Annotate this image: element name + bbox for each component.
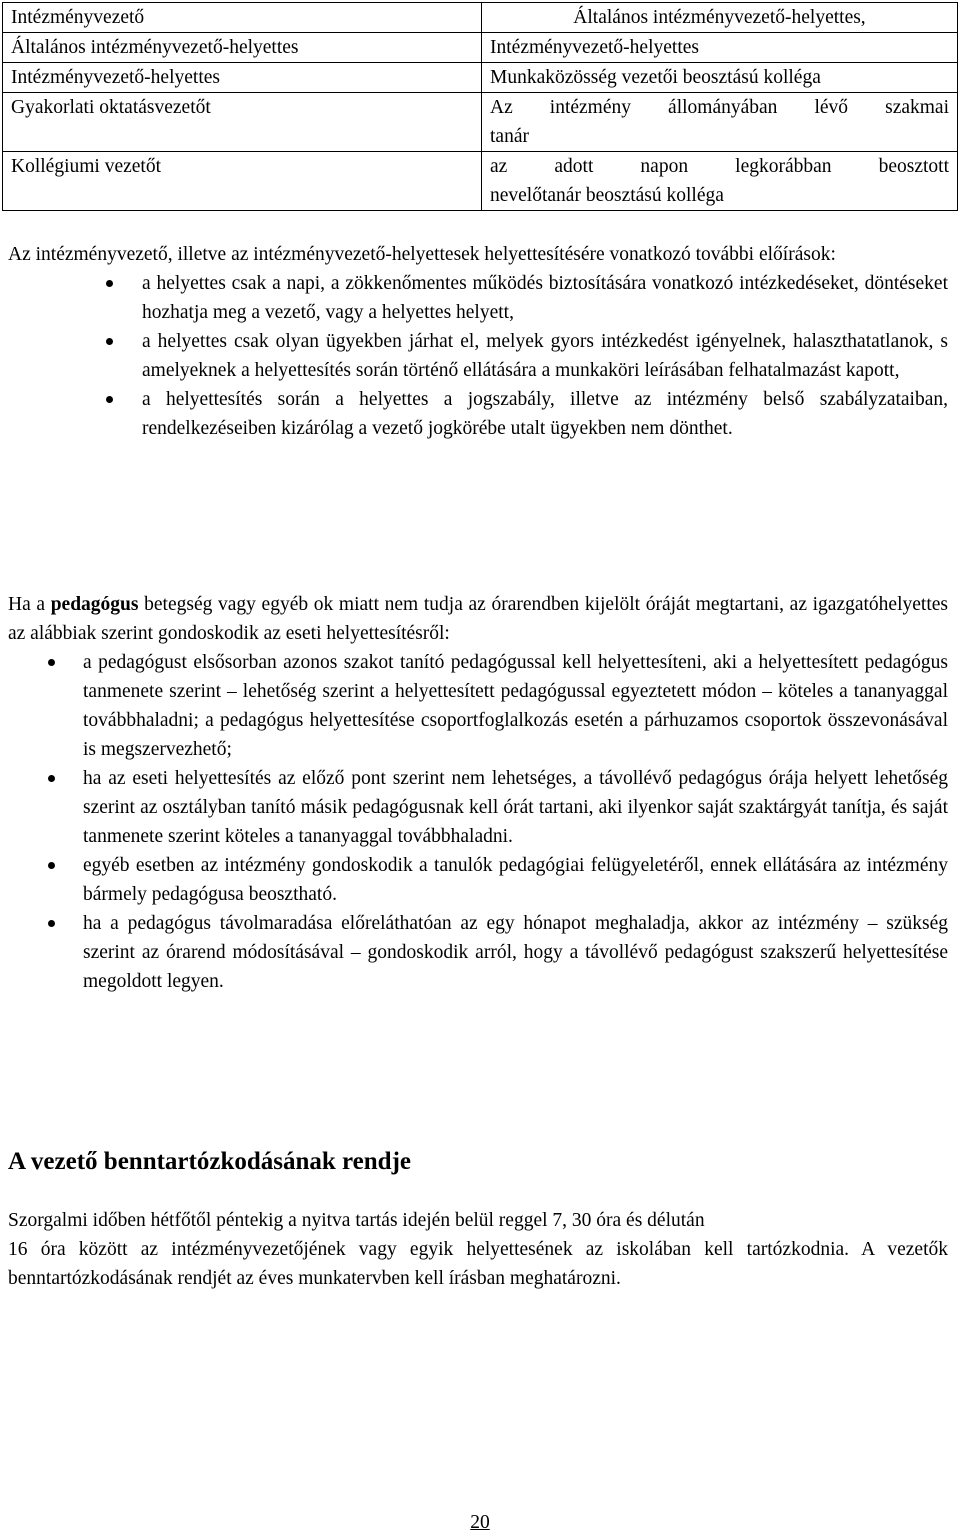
- substitute-line: az adott napon legkorábban beosztott: [490, 156, 949, 177]
- page-number: 20: [470, 1512, 490, 1533]
- intro-text: betegség vagy egyéb ok miatt nem tudja az órarendben kijelölt óráját megtartani, az igazgatóhelyettes az alábbiak szerint gondoskodik az eseti helyettesítésről:: [8, 594, 948, 644]
- role-cell: Kollégiumi vezetőt: [3, 152, 482, 211]
- list-item: [8, 327, 948, 385]
- list-item-text: ha az eseti helyettesítés az előző pont szerint nem lehetséges, a távollévő pedagógus órája helyett lehetőség szerint az osztályban tanító másik pedagógusnak kell órát tartani, aki ilyenkor saját szaktárgyát tanítja, és saját tanmenete szerint köteles a tananyaggal továbbhaladni.: [83, 768, 948, 847]
- list-item: [8, 648, 948, 764]
- role-cell: Általános intézményvezető-helyettes: [3, 33, 482, 63]
- list-item: [8, 385, 948, 443]
- rules-list: [8, 269, 948, 443]
- substitute-cell: [482, 3, 958, 33]
- pedagogue-intro: [8, 590, 948, 648]
- role-cell: Intézményvezető: [3, 3, 482, 33]
- substitute-line: tanár: [490, 126, 529, 147]
- intro-bold-term: pedagógus: [50, 594, 139, 615]
- list-item-text: a helyettesítés során a helyettes a jogszabály, illetve az intézmény belső szabályzataiban, rendelkezéseiben kizárólag a vezető jogkörébe utalt ügyekben nem dönthet.: [142, 389, 948, 439]
- substitute-line: Munkaközösség vezetői beosztású kolléga: [490, 67, 821, 88]
- pedagogue-substitution: [8, 590, 948, 996]
- section-title: A vezető benntartózkodásának rendje: [8, 1148, 412, 1175]
- presence-paragraph: [8, 1206, 948, 1293]
- substitute-line: Általános intézményvezető-helyettes,: [573, 7, 866, 28]
- table-row: [3, 93, 958, 152]
- bullet-icon: [48, 862, 55, 869]
- table-row: [3, 63, 958, 93]
- table-row: [3, 152, 958, 211]
- substitution-table: [2, 2, 958, 211]
- intro-text: Ha a: [8, 594, 51, 615]
- list-item: [8, 851, 948, 909]
- list-item: [8, 269, 948, 327]
- list-item: [8, 764, 948, 851]
- list-item-text: ha a pedagógus távolmaradása előreláthatóan az egy hónapot meghaladja, akkor az intézmény – szükség szerint az órarend módosításával – gondoskodik arról, hogy a távollévő pedagógust szakszerű helyettesítése megoldott legyen.: [83, 913, 948, 992]
- table-row: [3, 33, 958, 63]
- rules-intro: Az intézményvezető, illetve az intézményvezető-helyettesek helyettesítésére vonatkozó további előírások:: [8, 244, 836, 265]
- presence-text: 16 óra között az intézményvezetőjének vagy egyik helyettesének az iskolában kell tartózkodnia. A vezetők benntartózkodásának rendjét az éves munkatervben kell írásban meghatározni.: [8, 1239, 948, 1289]
- bullet-icon: [106, 396, 113, 403]
- bullet-icon: [48, 775, 55, 782]
- bullet-icon: [106, 338, 113, 345]
- bullet-icon: [48, 659, 55, 666]
- substitute-cell: [482, 152, 958, 211]
- list-item-text: egyéb esetben az intézmény gondoskodik a tanulók pedagógiai felügyeletéről, ennek ellátására az intézmény bármely pedagógusa beosztható.: [83, 855, 948, 905]
- substitute-cell: [482, 63, 958, 93]
- substitute-line: Intézményvezető-helyettes: [490, 37, 699, 58]
- bullet-icon: [48, 920, 55, 927]
- substitution-rules: [8, 240, 948, 443]
- pedagogue-list: [8, 648, 948, 996]
- bullet-icon: [106, 280, 113, 287]
- list-item-text: a pedagógust elsősorban azonos szakot tanító pedagógussal kell helyettesíteni, aki a helyettesített pedagógus tanmenete szerint – lehetőség szerint a helyettesített pedagógussal egyeztetett módon – köteles a tananyaggal továbbhaladni; a pedagógus helyettesítése csoportfoglalkozás esetén a párhuzamos csoportok összevonásával is megszervezhető;: [83, 652, 948, 760]
- role-cell: Intézményvezető-helyettes: [3, 63, 482, 93]
- substitute-cell: [482, 33, 958, 63]
- list-item: [8, 909, 948, 996]
- presence-line-1: Szorgalmi időben hétfőtől péntekig a nyitva tartás idején belül reggel 7, 30 óra és délután: [8, 1210, 705, 1231]
- list-item-text: a helyettes csak olyan ügyekben járhat el, melyek gyors intézkedést igényelnek, halaszthatatlanok, s amelyeknek a helyettesítés során történő ellátására a munkaköri leírásában felhatalmazást kapott,: [142, 331, 948, 381]
- substitute-cell: [482, 93, 958, 152]
- table-row: [3, 3, 958, 33]
- list-item-text: a helyettes csak a napi, a zökkenőmentes működés biztosítására vonatkozó intézkedéseket, döntéseket hozhatja meg a vezető, vagy a helyettes helyett,: [142, 273, 948, 323]
- role-cell: Gyakorlati oktatásvezetőt: [3, 93, 482, 152]
- substitute-line: Az intézmény állományában lévő szakmai: [490, 97, 949, 118]
- substitute-line: nevelőtanár beosztású kolléga: [490, 185, 724, 206]
